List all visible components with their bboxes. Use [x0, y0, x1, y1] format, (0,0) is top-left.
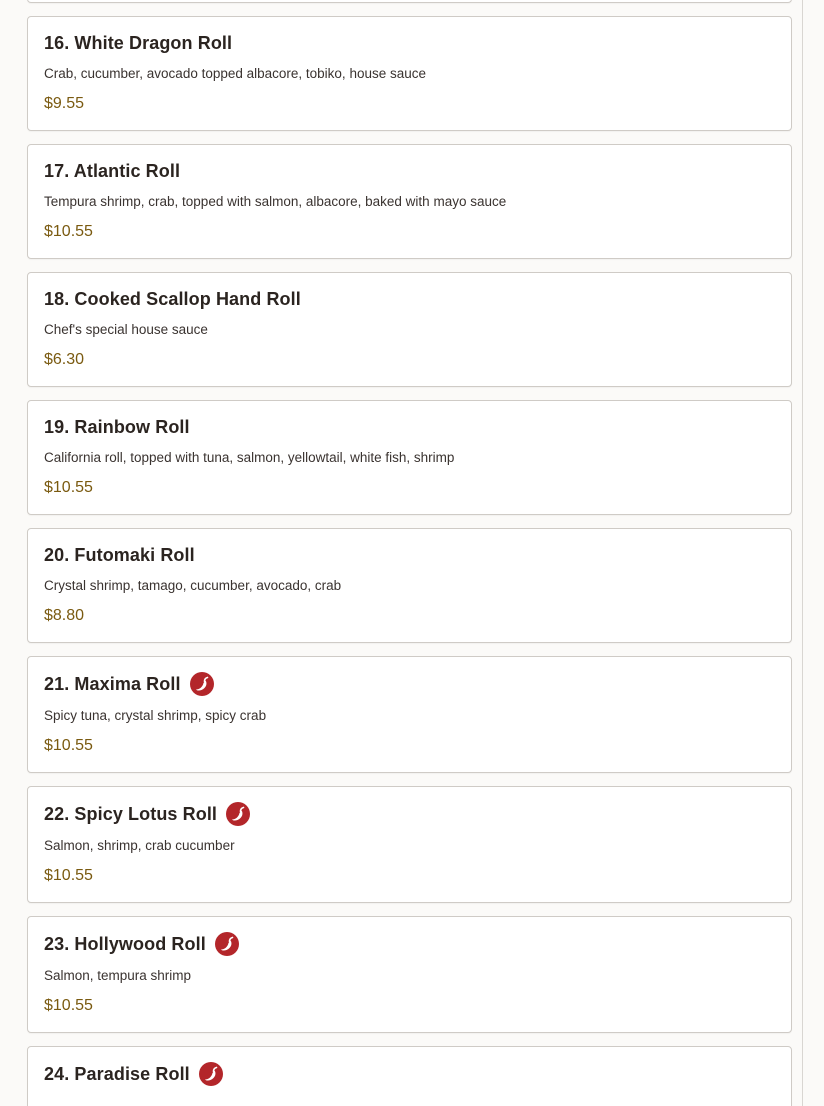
menu-item-title: 19. Rainbow Roll — [44, 416, 190, 437]
menu-item-description: Crab, cucumber, avocado topped albacore, tobiko, house sauce — [44, 66, 426, 81]
menu-item-title-row — [44, 1063, 775, 1085]
menu-item-price: $10.55 — [44, 997, 93, 1014]
menu-item-title-row — [44, 33, 775, 53]
menu-item-title: 23. Hollywood Roll — [44, 933, 206, 954]
menu-item-title-row — [44, 673, 775, 695]
menu-item-description — [44, 1098, 775, 1106]
menu-item-description: Chef's special house sauce — [44, 322, 208, 337]
menu-item-description: Crystal shrimp, tamago, cucumber, avocado, crab — [44, 578, 342, 593]
menu-item-title: 16. White Dragon Roll — [44, 32, 233, 53]
chili-pepper-icon — [190, 672, 214, 696]
menu-item-card-previous[interactable] — [27, 0, 792, 3]
scroll-divider — [802, 0, 803, 1106]
chili-pepper-icon — [215, 932, 239, 956]
menu-item-card[interactable] — [27, 272, 792, 387]
menu-item-card[interactable] — [27, 144, 792, 259]
menu-item-title-row — [44, 803, 775, 825]
menu-item-description: Tempura shrimp, crab, topped with salmon, albacore, baked with mayo sauce — [44, 194, 507, 209]
menu-item-price: $9.55 — [44, 95, 85, 112]
menu-item-card[interactable] — [27, 400, 792, 515]
chili-pepper-icon — [226, 802, 250, 826]
menu-item-title: 22. Spicy Lotus Roll — [44, 803, 218, 824]
menu-item-card[interactable] — [27, 528, 792, 643]
menu-item-title: 17. Atlantic Roll — [44, 160, 181, 181]
menu-item-card[interactable] — [27, 1046, 792, 1106]
menu-item-price: $10.55 — [44, 479, 93, 496]
menu-item-price: $10.55 — [44, 867, 93, 884]
menu-item-title-row — [44, 289, 775, 309]
menu-item-title: 20. Futomaki Roll — [44, 544, 195, 565]
menu-item-card[interactable] — [27, 916, 792, 1033]
menu-item-description: California roll, topped with tuna, salmon, yellowtail, white fish, shrimp — [44, 450, 455, 465]
menu-item-title-row — [44, 545, 775, 565]
menu-item-title: 24. Paradise Roll — [44, 1063, 190, 1084]
menu-item-price: $10.55 — [44, 223, 93, 240]
menu-item-title: 18. Cooked Scallop Hand Roll — [44, 288, 301, 309]
menu-item-card[interactable] — [27, 786, 792, 903]
chili-pepper-icon — [199, 1062, 223, 1086]
menu-item-list — [27, 0, 792, 1106]
menu-item-card[interactable] — [27, 656, 792, 773]
menu-item-title-row — [44, 417, 775, 437]
menu-item-price: $8.80 — [44, 607, 85, 624]
menu-item-title-row — [44, 161, 775, 181]
menu-item-price: $10.55 — [44, 737, 93, 754]
menu-item-description: Salmon, tempura shrimp — [44, 968, 192, 983]
menu-item-description: Spicy tuna, crystal shrimp, spicy crab — [44, 708, 267, 723]
menu-item-description: Salmon, shrimp, crab cucumber — [44, 838, 235, 853]
menu-item-card[interactable] — [27, 16, 792, 131]
menu-item-title-row — [44, 933, 775, 955]
menu-item-title: 21. Maxima Roll — [44, 673, 181, 694]
menu-item-price: $6.30 — [44, 351, 85, 368]
